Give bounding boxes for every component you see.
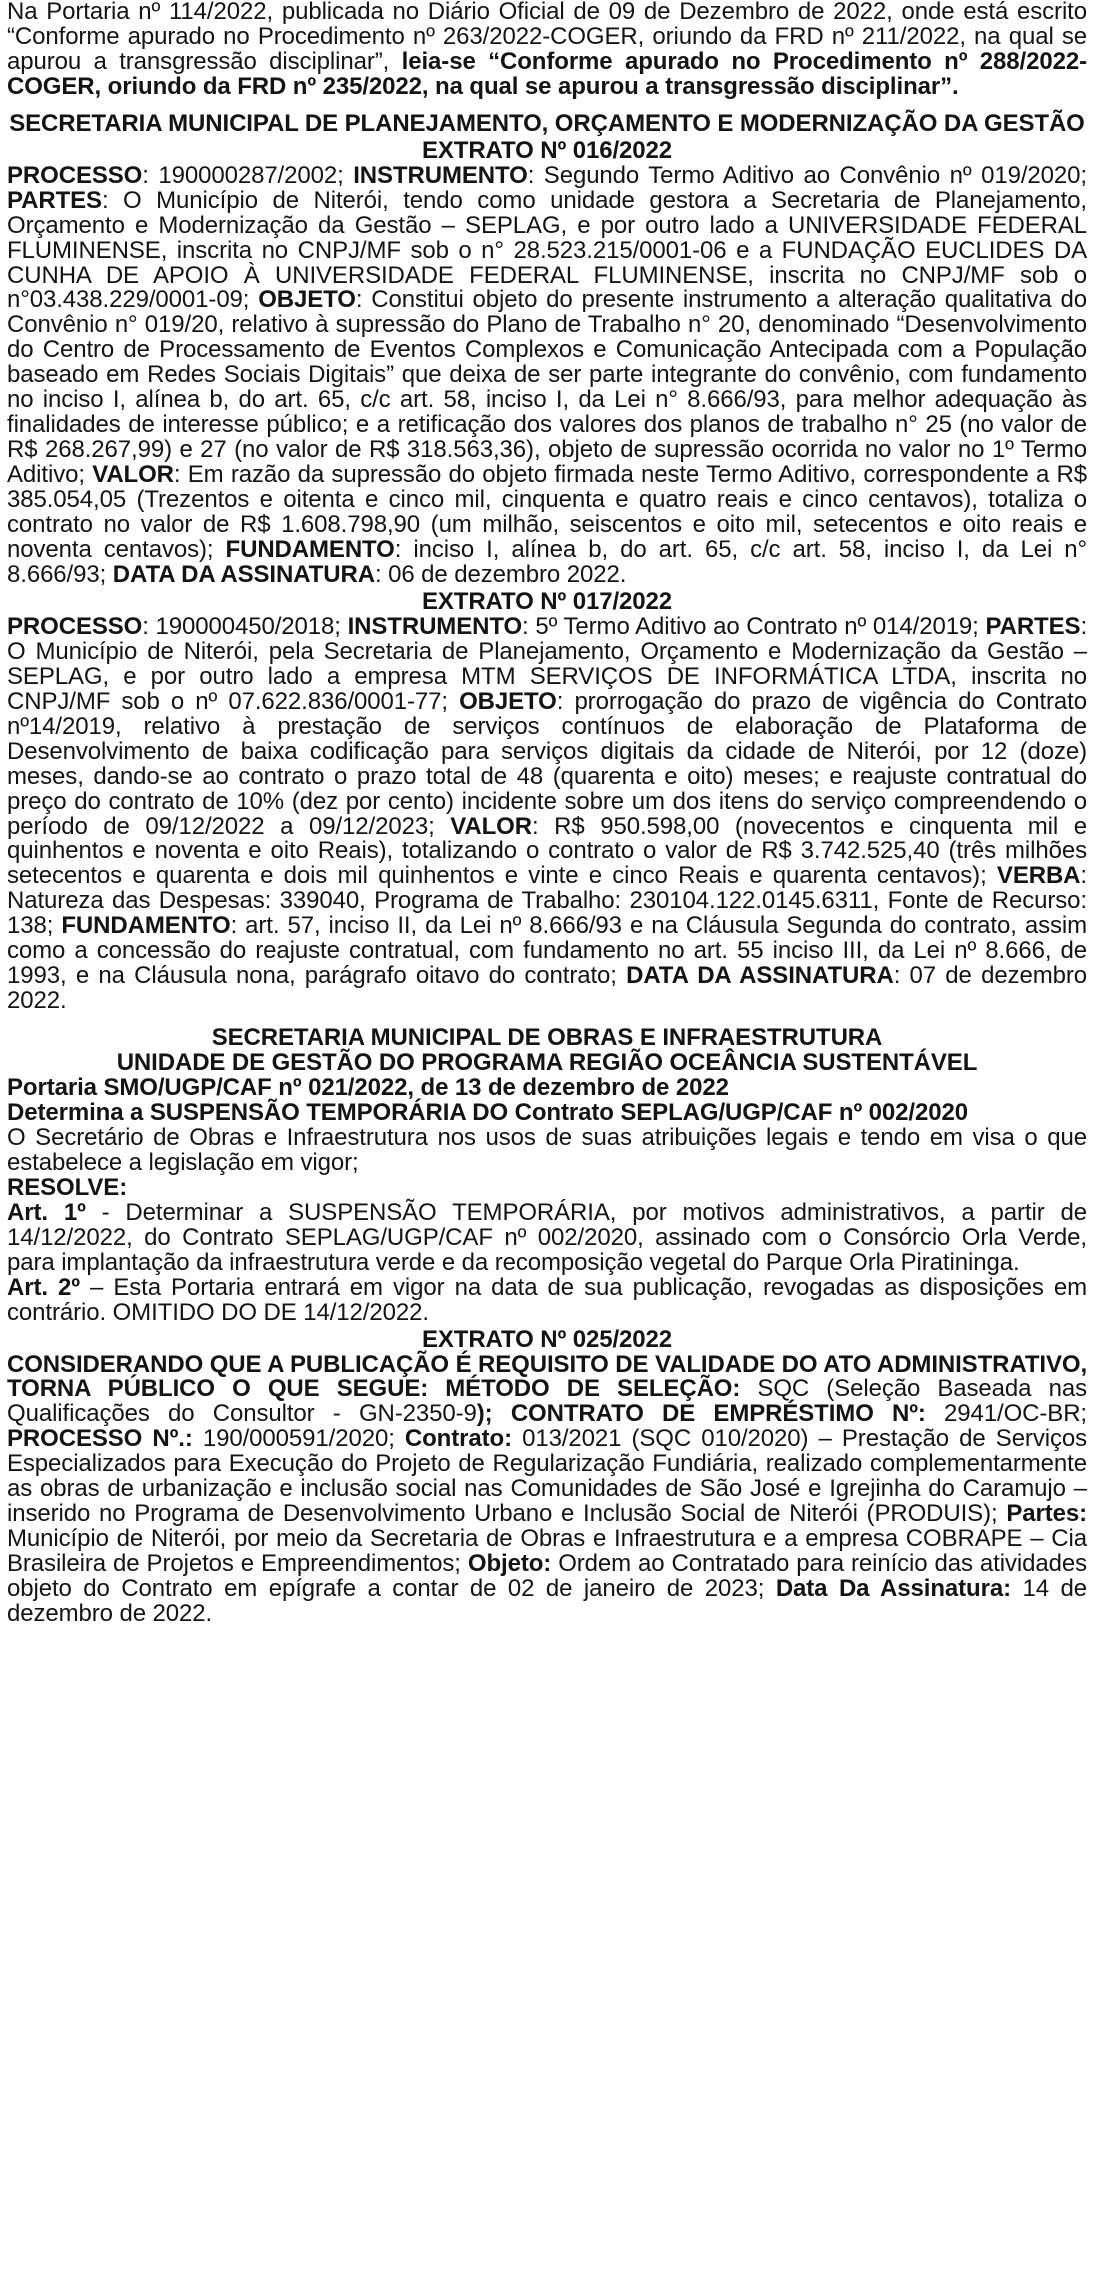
- intro-text: Na Portaria nº 114/2022, publicada no Diário Oficial de 09 de Dezembro de 2022, onde está escrito “Conforme apurado no Procedimento nº 263/2022-COGER, oriundo da FRD nº 211/2022, na qual se apurou a transgressão disciplinar”,: [7, 0, 1087, 75]
- label-objeto: OBJETO: [258, 286, 356, 314]
- valor-value: : Em razão da supressão do objeto firmada neste Termo Aditivo, correspondente a R$ 385.054,05 (Trezentos e oitenta e cinco mil, cinquenta e quatro reais e cinco centavos), totaliza o contrato no valor de R$ 1.608.798,90 (um milhão, seiscentos e oito mil, setecentos e oito reais e noventa centavos);: [7, 461, 1087, 564]
- label-data-assinatura: DATA DA ASSINATURA: [626, 962, 894, 990]
- label-processo: PROCESSO Nº.:: [7, 1425, 193, 1453]
- partes-value: : O Município de Niterói, tendo como unidade gestora a Secretaria de Planejamento, Orçamento e Modernização da Gestão – SEPLAG, e por outro lado a UNIVERSIDADE FEDERAL FLUMINENSE, inscrita no CNPJ/MF sob o n° 28.523.215/0001-06 e a FUNDAÇÃO EUCLIDES DA CUNHA DE APOIO À UNIVERSIDADE FEDERAL FLUMINENSE, inscrita no CNPJ/MF sob o n°03.438.229/0001-09;: [7, 186, 1087, 314]
- fundamento-value: : inciso I, alínea b, do art. 65, c/c art. 58, inciso I, da Lei n° 8.666/93;: [7, 536, 1087, 588]
- partes-value: Município de Niterói, por meio da Secretaria de Obras e Infraestrutura e a empresa COBRAPE – Cia Brasileira de Projetos e Empreendimentos;: [7, 1525, 1087, 1578]
- extrato-017-title: EXTRATO Nº 017/2022: [421, 587, 673, 615]
- art2-label: Art. 2º: [7, 1273, 80, 1301]
- label-processo: PROCESSO: [7, 161, 143, 189]
- label-valor: VALOR: [450, 812, 532, 840]
- label-contrato-emprestimo: CONTRATO DE EMPRÉSTIMO Nº:: [492, 1400, 926, 1428]
- paren-close: );: [476, 1400, 493, 1428]
- processo-value: : 190000287/2002;: [142, 161, 354, 189]
- label-fundamento: FUNDAMENTO: [61, 912, 231, 940]
- extrato-017-body: [7, 612, 1088, 1015]
- instrumento-value: : 5º Termo Aditivo ao Contrato nº 014/2019;: [522, 612, 986, 640]
- extrato-016-body: [7, 161, 1087, 588]
- fundamento-value: : art. 57, inciso II, da Lei nº 8.666/93 e na Cláusula Segunda do contrato, assim como a concessão do reajuste contratual, com fundamento no art. 55 inciso III, da Lei nº 8.666, de 1993, e na Cláusula nona, parágrafo oitavo do contrato;: [7, 912, 1087, 990]
- label-processo: PROCESSO: [7, 612, 143, 640]
- data-assinatura-value: : 06 de dezembro 2022.: [374, 560, 627, 588]
- processo-value: 190/000591/2020;: [192, 1425, 405, 1453]
- label-partes: PARTES: [7, 186, 102, 214]
- metodo-value: SQC (Seleção Baseada nas Qualificações do Consultor - GN-2350-9: [7, 1375, 1087, 1428]
- label-partes: Partes:: [1006, 1500, 1087, 1528]
- label-partes: PARTES: [985, 612, 1081, 640]
- data-assinatura-value: : 07 de dezembro 2022.: [7, 962, 1087, 1015]
- processo-value: : 190000450/2018;: [142, 612, 348, 640]
- verba-value: : Natureza das Despesas: 339040, Programa de Trabalho: 230104.122.0145.6311, Fonte de Recurso: 138;: [7, 862, 1087, 940]
- contrato-value: 013/2021 (SQC 010/2020) – Prestação de Serviços Especializados para Execução do Projeto de Regularização Fundiária, realizado complementarmente as obras de urbanização e inclusão social nas Comunidades de São José e Igrejinha do Caramujo – inserido no Programa de Desenvolvimento Urbano e Inclusão Social de Niterói (PRODUIS);: [7, 1425, 1088, 1528]
- portaria-preamble: O Secretário de Obras e Infraestrutura nos usos de suas atribuições legais e tendo em visa o que estabelece a legislação em vigor;: [7, 1123, 1087, 1176]
- valor-value: : R$ 950.598,00 (novecentos e cinquenta mil e quinhentos e noventa e oito Reais), totalizando o contrato o valor de R$ 3.742.525,40 (três milhões setecentos e quarenta e dois mil quinhentos e vinte e cinco Reais e quarenta centavos);: [7, 812, 1087, 890]
- label-instrumento: INSTRUMENTO: [353, 161, 528, 189]
- document-page: [7, 0, 1087, 1627]
- data-assinatura-value: 14 de dezembro de 2022.: [7, 1575, 1087, 1628]
- considerando-text: CONSIDERANDO QUE A PUBLICAÇÃO É REQUISITO DE VALIDADE DO ATO ADMINISTRATIVO, TORNA PÚBLICO O QUE SEGUE: MÉTODO DE SELEÇÃO:: [7, 1350, 1088, 1403]
- portaria-title: Portaria SMO/UGP/CAF nº 021/2022, de 13 de dezembro de 2022: [7, 1074, 729, 1102]
- art2-text: – Esta Portaria entrará em vigor na data de sua publicação, revogadas as disposições em contrário. OMITIDO DO DE 14/12/2022.: [7, 1273, 1087, 1326]
- extrato-016-title: EXTRATO Nº 016/2022: [421, 136, 673, 164]
- seplag-heading: SECRETARIA MUNICIPAL DE PLANEJAMENTO, ORÇAMENTO E MODERNIZAÇÃO DA GESTÃO: [9, 109, 1085, 137]
- intro-bold-text: leia-se “Conforme apurado no Procedimento nº 288/2022-COGER, oriundo da FRD nº 235/2022, na qual se apurou a transgressão disciplinar”.: [7, 47, 1087, 100]
- label-valor: VALOR: [92, 461, 174, 489]
- article-2: [7, 1273, 1087, 1326]
- intro-paragraph: [7, 0, 1087, 100]
- label-verba: VERBA: [996, 862, 1081, 890]
- label-objeto: Objeto:: [467, 1550, 552, 1578]
- article-1: [7, 1198, 1087, 1276]
- partes-value: : O Município de Niterói, pela Secretaria de Planejamento, Orçamento e Modernização da Gestão – SEPLAG, e por outro lado a empresa MTM SERVIÇOS DE INFORMÁTICA LTDA, inscrita no CNPJ/MF sob o nº 07.622.836/0001-77;: [7, 612, 1088, 715]
- objeto-value: : prorrogação do prazo de vigência do Contrato nº14/2019, relativo à prestação de serviços contínuos de elaboração de Plataforma de Desenvolvimento de baixa codificação para serviços digitais da cidade de Niterói, por 12 (doze) meses, dando-se ao contrato o prazo total de 48 (quarenta e oito) meses; e reajuste contratual do preço do contrato de 10% (dez por cento) incidente sobre um dos itens do serviço compreendendo o período de 09/12/2022 a 09/12/2023;: [7, 687, 1087, 840]
- label-fundamento: FUNDAMENTO: [225, 536, 395, 564]
- instrumento-value: : Segundo Termo Aditivo ao Convênio nº 019/2020;: [527, 161, 1087, 189]
- ugp-heading: UNIDADE DE GESTÃO DO PROGRAMA REGIÃO OCEÂNCIA SUSTENTÁVEL: [116, 1049, 978, 1077]
- objeto-value: Ordem ao Contratado para reinício das atividades objeto do Contrato em epígrafe a contar de 02 de janeiro de 2023;: [7, 1550, 1087, 1603]
- contrato-emprestimo-value: 2941/OC-BR;: [925, 1400, 1087, 1428]
- label-objeto: OBJETO: [459, 687, 557, 715]
- label-instrumento: INSTRUMENTO: [347, 612, 523, 640]
- objeto-value: : Constitui objeto do presente instrumento a alteração qualitativa do Convênio n° 019/20, relativo à supressão do Plano de Trabalho n° 20, denominado “Desenvolvimento do Centro de Processamento de Eventos Complexos e Comunicação Antecipada com a População baseado em Redes Sociais Digitais” que deixa de ser parte integrante do convênio, com fundamento no inciso I, alínea b, do art. 65, c/c art. 58, inciso I, da Lei n° 8.666/93, para melhor adequação às finalidades de interesse público; e a retificação dos valores dos planos de trabalho n° 25 (no valor de R$ 268.267,99) e 27 (no valor de R$ 318.563,36), objeto de supressão ocorrida no valor no 1º Termo Aditivo;: [7, 286, 1087, 489]
- obras-heading: SECRETARIA MUNICIPAL DE OBRAS E INFRAESTRUTURA: [211, 1024, 883, 1052]
- resolve-label: RESOLVE:: [7, 1173, 128, 1201]
- label-contrato: Contrato:: [404, 1425, 512, 1453]
- art1-label: Art. 1º: [7, 1198, 86, 1226]
- extrato-025-body: [7, 1350, 1088, 1628]
- label-data-assinatura: DATA DA ASSINATURA: [112, 560, 375, 588]
- art1-text: - Determinar a SUSPENSÃO TEMPORÁRIA, por motivos administrativos, a partir de 14/12/2022, do Contrato SEPLAG/UGP/CAF nº 002/2020, assinado com o Consórcio Orla Verde, para implantação da infraestrutura verde e da recomposição vegetal do Parque Orla Piratininga.: [7, 1198, 1087, 1276]
- label-data-assinatura: Data Da Assinatura:: [775, 1575, 1011, 1603]
- extrato-025-title: EXTRATO Nº 025/2022: [421, 1325, 673, 1353]
- portaria-determina: Determina a SUSPENSÃO TEMPORÁRIA DO Contrato SEPLAG/UGP/CAF nº 002/2020: [7, 1098, 968, 1126]
